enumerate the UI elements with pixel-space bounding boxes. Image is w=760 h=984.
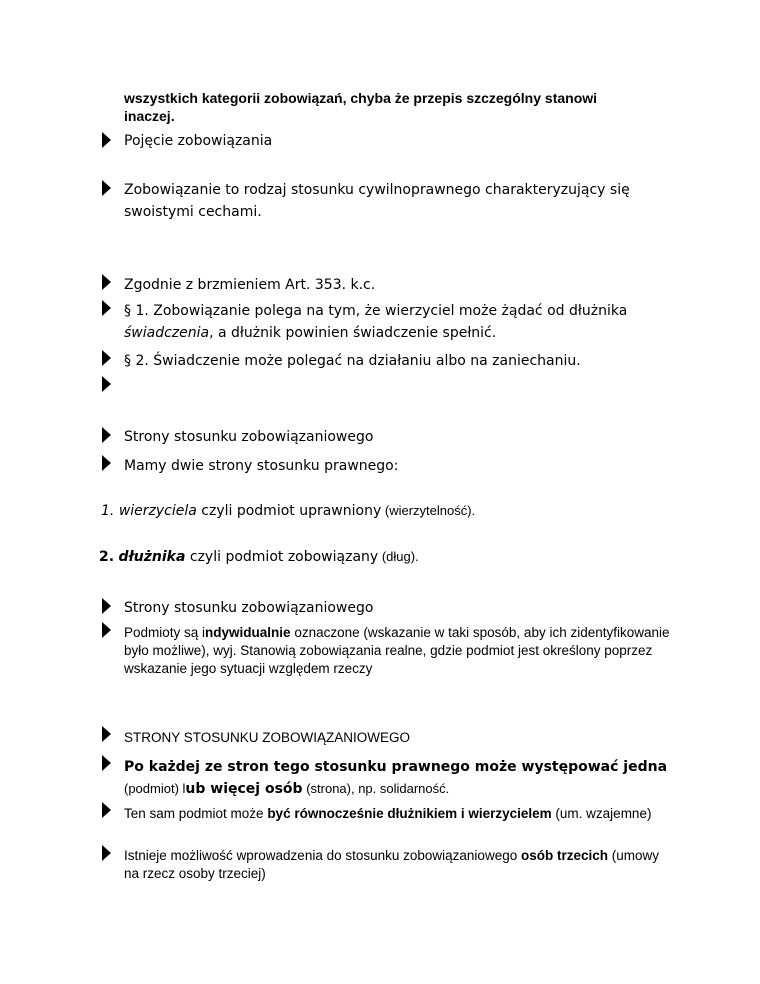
triangle-right-icon	[102, 274, 111, 290]
bullet-podmioty: Podmioty są indywidualnie oznaczone (wskazanie w taki sposób, aby ich zidentyfikowanie było możliwe), wyj. Stanowią zobowiązania realne, gdzie podmiot jest określony poprzez wskazanie jego sytuacji względem rzeczy	[124, 625, 670, 676]
triangle-right-icon	[102, 455, 111, 471]
bullet-po-kazdej: Po każdej ze stron tego stosunku prawnego może występować jedna (podmiot) lub więcej osób (strona), np. solidarność.	[124, 759, 668, 797]
bullet-paragraf-1: § 1. Zobowiązanie polega na tym, że wierzyciel może żądać od dłużnika świadczenia, a dłużnik powinien świadczenie spełnić.	[124, 303, 628, 341]
bullet-paragraf-2: § 2. Świadczenie może polegać na działaniu albo na zaniechaniu.	[124, 353, 581, 369]
triangle-right-icon	[102, 427, 111, 443]
bullet-strony-2: Strony stosunku zobowiązaniowego	[124, 600, 374, 616]
triangle-right-icon	[102, 132, 111, 148]
bullet-dwie-strony: Mamy dwie strony stosunku prawnego:	[124, 458, 399, 474]
triangle-right-icon	[102, 350, 111, 366]
bullet-strony: Strony stosunku zobowiązaniowego	[124, 429, 374, 445]
triangle-right-icon	[102, 598, 111, 614]
continuation-text: wszystkich kategorii zobowiązań, chyba że przepis szczególny stanowi inaczej.	[124, 90, 598, 124]
triangle-right-icon	[102, 726, 111, 742]
triangle-right-icon	[102, 845, 111, 861]
triangle-right-icon	[102, 755, 111, 771]
bullet-strony-caps: STRONY STOSUNKU ZOBOWIĄZANIOWEGO	[124, 730, 411, 745]
triangle-right-icon	[102, 802, 111, 818]
numbered-item-dluznik: 2. dłużnika czyli podmiot zobowiązany (dług).	[99, 549, 419, 565]
bullet-ten-sam: Ten sam podmiot może być równocześnie dłużnikiem i wierzycielem (um. wzajemne)	[124, 806, 652, 821]
bullet-definicja: Zobowiązanie to rodzaj stosunku cywilnoprawnego charakteryzujący się swoistymi cechami.	[124, 182, 630, 220]
triangle-right-icon	[102, 180, 111, 196]
triangle-right-icon	[102, 622, 111, 638]
bullet-istnieje: Istnieje możliwość wprowadzenia do stosunku zobowiązaniowego osób trzecich (umowy na rzecz osoby trzeciej)	[124, 848, 660, 881]
numbered-item-wierzyciel: 1. wierzyciela czyli podmiot uprawniony (wierzytelność).	[101, 503, 476, 519]
bullet-pojecie: Pojęcie zobowiązania	[124, 133, 273, 149]
bullet-art-353: Zgodnie z brzmieniem Art. 353. k.c.	[124, 277, 376, 293]
triangle-right-icon	[102, 376, 111, 392]
triangle-right-icon	[102, 300, 111, 316]
